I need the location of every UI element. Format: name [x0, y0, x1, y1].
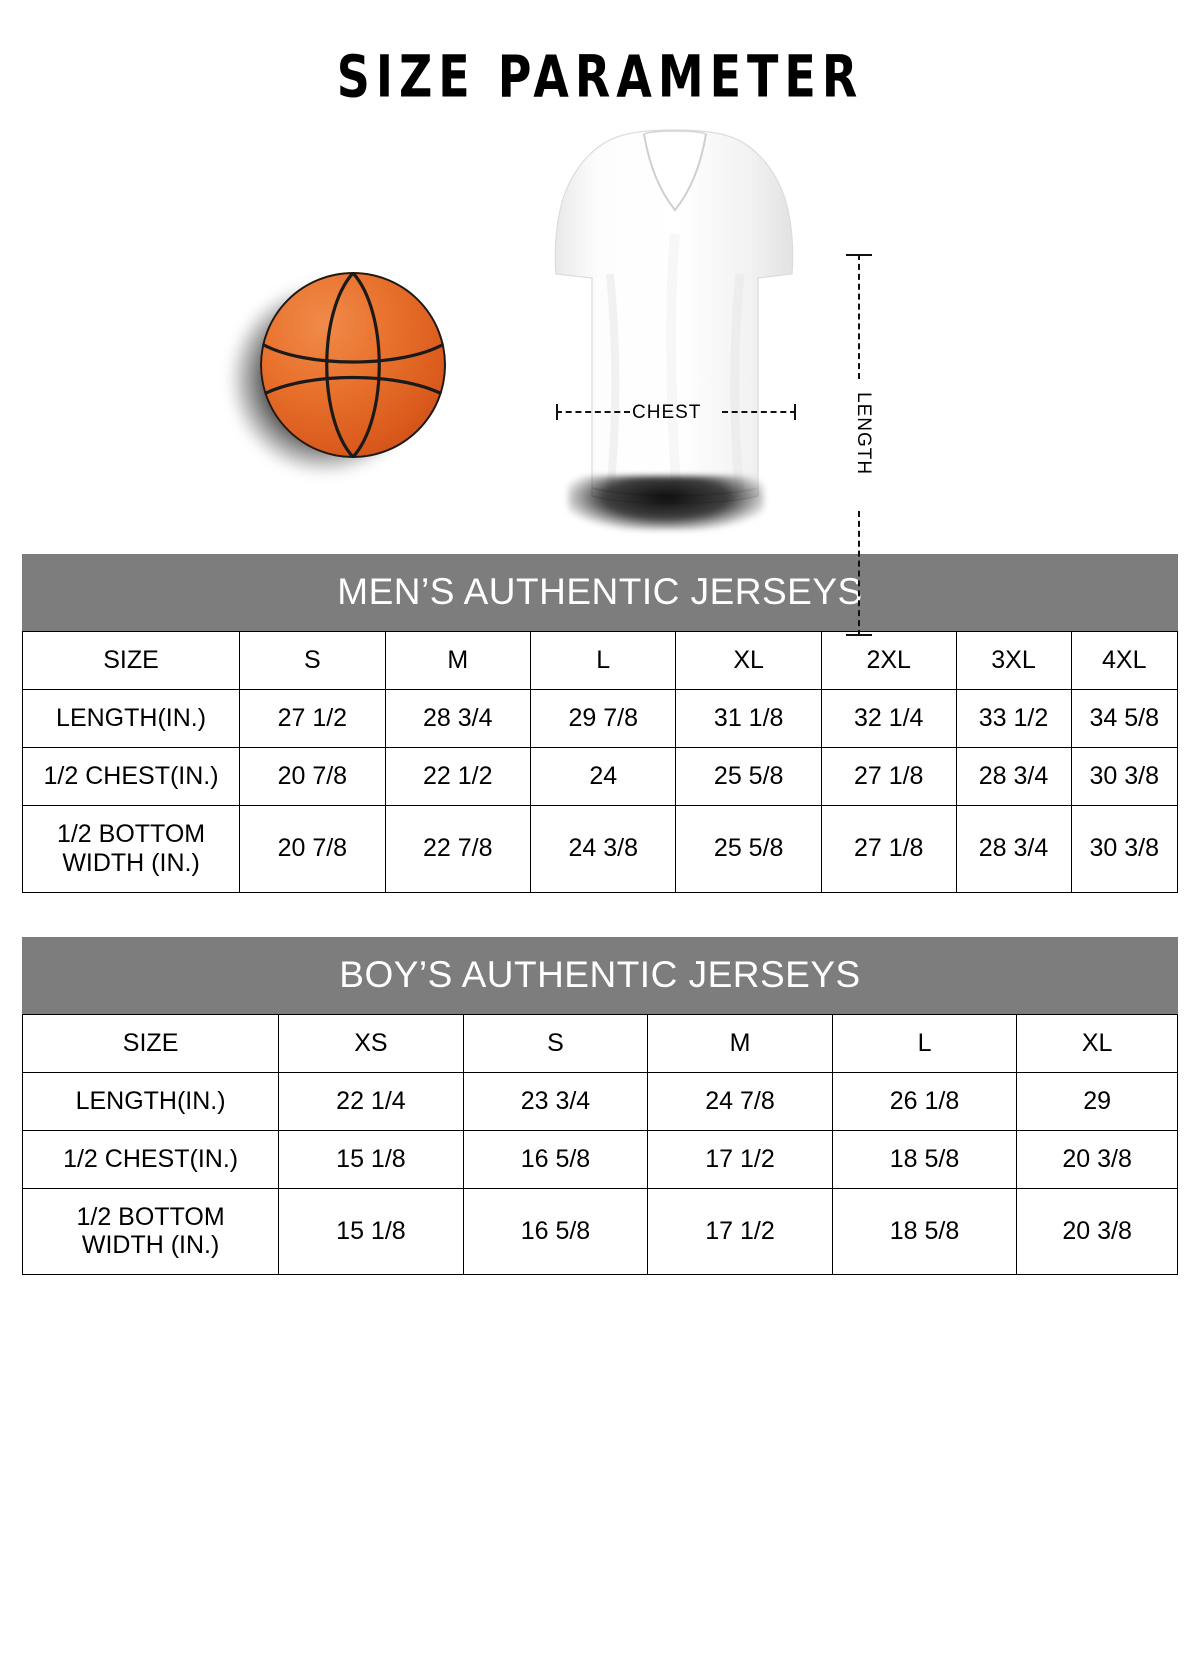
mens-col-l: L — [531, 632, 676, 690]
boys-chest-xs: 15 1/8 — [279, 1130, 464, 1188]
mens-row-bottom-width-label — [23, 806, 240, 893]
mens-col-xl: XL — [676, 632, 821, 690]
length-dash-top — [858, 254, 860, 379]
mens-bottom-2xl: 27 1/8 — [821, 806, 956, 893]
boys-chest-s: 16 5/8 — [463, 1130, 648, 1188]
jersey-illustration — [540, 124, 810, 524]
mens-bottom-l: 24 3/8 — [531, 806, 676, 893]
table-row — [23, 1188, 1178, 1275]
table-row — [23, 748, 1178, 806]
length-dash-bottom — [858, 511, 860, 636]
mens-col-3xl: 3XL — [956, 632, 1071, 690]
boys-row-bottom-width-line2: WIDTH (IN.) — [81, 1231, 220, 1260]
boys-chest-l: 18 5/8 — [832, 1130, 1017, 1188]
boys-bottom-s: 16 5/8 — [463, 1188, 648, 1275]
table-row — [23, 1130, 1178, 1188]
basketball-icon — [222, 262, 462, 502]
boys-col-l: L — [832, 1014, 1017, 1072]
illustration-area — [0, 124, 1200, 554]
length-cap-bottom — [846, 634, 872, 636]
mens-row-length-label: LENGTH(IN.) — [23, 690, 240, 748]
chest-label: CHEST — [632, 402, 702, 423]
length-label: LENGTH — [853, 392, 874, 476]
mens-bottom-3xl: 28 3/4 — [956, 806, 1071, 893]
boys-col-size: SIZE — [23, 1014, 279, 1072]
boys-bottom-l: 18 5/8 — [832, 1188, 1017, 1275]
mens-bottom-m: 22 7/8 — [385, 806, 530, 893]
boys-length-xl: 29 — [1017, 1072, 1178, 1130]
mens-chest-4xl: 30 3/8 — [1071, 748, 1177, 806]
table-row — [23, 1072, 1178, 1130]
mens-length-3xl: 33 1/2 — [956, 690, 1071, 748]
basketball-sphere — [260, 272, 446, 458]
mens-col-s: S — [240, 632, 385, 690]
boys-bottom-m: 17 1/2 — [648, 1188, 833, 1275]
mens-length-m: 28 3/4 — [385, 690, 530, 748]
jersey-icon — [540, 124, 810, 544]
boys-col-m: M — [648, 1014, 833, 1072]
mens-length-4xl: 34 5/8 — [1071, 690, 1177, 748]
boys-length-m: 24 7/8 — [648, 1072, 833, 1130]
mens-col-m: M — [385, 632, 530, 690]
chest-measurement-line — [556, 402, 796, 422]
boys-size-table-block — [22, 937, 1178, 1276]
length-measurement-line — [846, 254, 886, 636]
mens-length-xl: 31 1/8 — [676, 690, 821, 748]
table-row — [23, 806, 1178, 893]
mens-chest-3xl: 28 3/4 — [956, 748, 1071, 806]
mens-length-l: 29 7/8 — [531, 690, 676, 748]
section-spacer — [0, 893, 1200, 937]
boys-col-xl: XL — [1017, 1014, 1178, 1072]
mens-length-s: 27 1/2 — [240, 690, 385, 748]
boys-col-xs: XS — [279, 1014, 464, 1072]
table-row-header — [23, 1014, 1178, 1072]
mens-col-size: SIZE — [23, 632, 240, 690]
boys-row-bottom-width-line1: 1/2 BOTTOM — [76, 1202, 225, 1231]
chest-dash-right — [722, 411, 796, 413]
table-row — [23, 690, 1178, 748]
boys-row-length-label: LENGTH(IN.) — [23, 1072, 279, 1130]
boys-row-chest-label: 1/2 CHEST(IN.) — [23, 1130, 279, 1188]
page-title: SIZE PARAMETER — [336, 42, 864, 110]
mens-bottom-4xl: 30 3/8 — [1071, 806, 1177, 893]
boys-length-l: 26 1/8 — [832, 1072, 1017, 1130]
boys-chest-xl: 20 3/8 — [1017, 1130, 1178, 1188]
mens-row-chest-label: 1/2 CHEST(IN.) — [23, 748, 240, 806]
basketball-seams-icon — [260, 272, 446, 458]
boys-table-header: BOY’S AUTHENTIC JERSEYS — [22, 937, 1178, 1014]
boys-bottom-xl: 20 3/8 — [1017, 1188, 1178, 1275]
boys-row-bottom-width-label — [23, 1188, 279, 1275]
mens-row-bottom-width-line2: WIDTH (IN.) — [62, 848, 200, 877]
mens-chest-s: 20 7/8 — [240, 748, 385, 806]
mens-chest-xl: 25 5/8 — [676, 748, 821, 806]
chest-dash-left — [556, 411, 630, 413]
boys-size-table — [22, 1014, 1178, 1276]
table-row-header — [23, 632, 1178, 690]
boys-length-s: 23 3/4 — [463, 1072, 648, 1130]
boys-bottom-xs: 15 1/8 — [279, 1188, 464, 1275]
boys-col-s: S — [463, 1014, 648, 1072]
mens-bottom-s: 20 7/8 — [240, 806, 385, 893]
boys-chest-m: 17 1/2 — [648, 1130, 833, 1188]
mens-chest-m: 22 1/2 — [385, 748, 530, 806]
mens-length-2xl: 32 1/4 — [821, 690, 956, 748]
chest-cap-right — [794, 404, 796, 420]
mens-chest-2xl: 27 1/8 — [821, 748, 956, 806]
mens-row-bottom-width-line1: 1/2 BOTTOM — [56, 820, 206, 848]
jersey-shadow — [568, 476, 764, 530]
boys-length-xs: 22 1/4 — [279, 1072, 464, 1130]
mens-table-header: MEN’S AUTHENTIC JERSEYS — [22, 554, 1178, 631]
mens-bottom-xl: 25 5/8 — [676, 806, 821, 893]
mens-col-2xl: 2XL — [821, 632, 956, 690]
mens-col-4xl: 4XL — [1071, 632, 1177, 690]
mens-size-table-block — [22, 554, 1178, 893]
mens-size-table — [22, 631, 1178, 893]
mens-chest-l: 24 — [531, 748, 676, 806]
